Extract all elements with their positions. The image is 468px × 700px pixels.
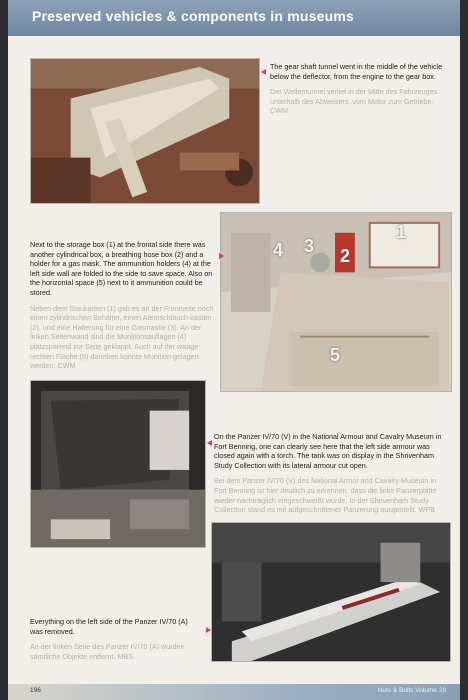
caption-gear-shaft	[270, 62, 450, 116]
photo-label-3: 3	[304, 236, 315, 256]
caption-english: Next to the storage box (1) at the frontal side there was another cylindrical box, a breathing hose box (2) and a holder for a gas mask. The ammunition holders (4) at the left side wall are folded to the side to save space. Also on the horizontal space (5) next to it ammunition could be stored.	[30, 240, 213, 297]
caption-welded-armour	[214, 432, 450, 515]
photo-panzer-left-side	[211, 522, 451, 662]
caption-german: Der Wellentunnel verlief in der Mitte des Fahrzeuges unterhalb des Abweisers, vom Motor zum Getriebe. CWM	[270, 87, 438, 116]
caption-german: An der linken Seite des Panzer IV/70 (A) wurden sämtliche Objekte entfernt. MBS	[30, 642, 185, 661]
page-footer	[8, 684, 460, 700]
page-title: Preserved vehicles & components in museums	[32, 8, 354, 24]
magazine-page	[8, 0, 460, 700]
caption-pointer-arrow	[206, 627, 211, 633]
photo-side-armour	[30, 380, 206, 548]
caption-english: On the Panzer IV/70 (V) in the National Armour and Cavalry Museum in Fort Benning, one can clearly see here that the left side armour was closed again with a torch. The tank was on display in the Shrivenham Study Collection with its lateral armour cut open.	[214, 432, 442, 470]
caption-storage-box	[30, 240, 214, 371]
caption-english: The gear shaft tunnel went in the middle of the vehicle below the deflector, from the engine to the gear box.	[270, 62, 443, 81]
caption-pointer-arrow	[261, 69, 266, 75]
page-header	[8, 0, 460, 36]
caption-english: Everything on the left side of the Panzer IV/70 (A) was removed.	[30, 617, 188, 636]
page-number: 196	[30, 687, 41, 694]
photo-label-2: 2	[340, 246, 351, 266]
issue-label: Nuts & Bolts Volume 28	[377, 687, 446, 694]
caption-pointer-arrow	[219, 253, 224, 259]
caption-german: Neben dem Staukasten (1) gab es an der Frontseite noch einen zylindrischen Behälter, einen Atemschlauch-kasten (2), und eine Halterung für eine Gasmaske (3). An der linken Seitenwand sind die Munitionsauflagen (4) platzsparend zur Seite geklappt. Auch auf der waage-rechten Fläche (5) daneben konnte Munition gelagert werden. CWM	[30, 303, 214, 371]
photo-label-5: 5	[330, 345, 341, 365]
photo-label-4: 4	[273, 240, 284, 260]
caption-left-side	[30, 617, 202, 661]
photo-label-1: 1	[396, 222, 407, 242]
caption-german: Bei dem Panzer IV/70 (V) des National Armor and Cavalry Museum in Fort Benning ist hier deutlich zu erkennen, dass die linke Panzerplatte wieder nachträglich eingeschweißt wurde. In der Shrivenham Study Collection stand es mit aufgeschnittener Panzerung ausgestellt. WPB	[214, 476, 437, 515]
caption-pointer-arrow	[207, 440, 212, 446]
photo-gear-shaft-tunnel	[30, 58, 260, 204]
